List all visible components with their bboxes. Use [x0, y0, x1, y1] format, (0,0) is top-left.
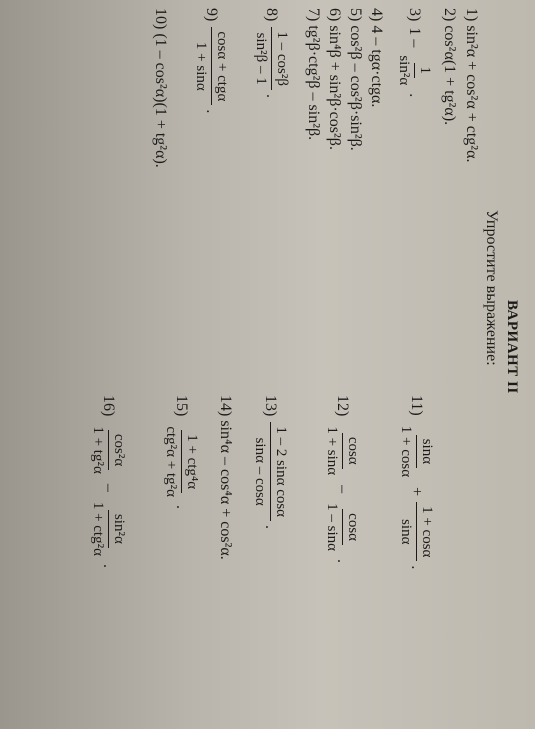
- task-12-period: .: [334, 559, 351, 564]
- task-11-fraction-2: [397, 502, 435, 561]
- task-13-fraction: [251, 422, 289, 521]
- task-8-denominator: sin²β – 1: [253, 32, 269, 85]
- task-16-period: .: [100, 563, 117, 568]
- task-11-fraction-1: [397, 422, 435, 481]
- task-3-denominator: sin²α: [396, 55, 412, 86]
- task-5: 5) cos²β – cos²β·sin²β.: [347, 8, 364, 151]
- task-11-denominator-2: sinα: [398, 519, 414, 545]
- variant-heading: ВАРИАНТ II: [504, 300, 520, 394]
- task-13: [251, 395, 289, 529]
- task-3-label: 3): [406, 8, 423, 22]
- task-11-numerator-1: sinα: [416, 435, 435, 468]
- task-6: 6) sin⁴β + sin²β·cos²β.: [326, 8, 343, 150]
- task-4: 4) 4 – tgα·ctgα.: [368, 8, 385, 108]
- task-16-denominator-1: 1 + tg²α: [90, 426, 106, 474]
- task-8: [252, 8, 290, 98]
- task-9: [192, 8, 230, 113]
- task-3-prefix: 1 –: [406, 27, 423, 48]
- task-12-label: 12): [334, 395, 351, 417]
- task-3-numerator: 1: [414, 63, 433, 79]
- task-16-numerator-2: sin²α: [108, 510, 127, 548]
- task-15: [162, 395, 200, 509]
- task-16: [89, 395, 127, 568]
- task-11-numerator-2: 1 + cosα: [416, 502, 435, 561]
- task-16-label: 16): [100, 395, 117, 417]
- task-3: [395, 8, 433, 97]
- task-16-numerator-1: cos²α: [108, 430, 127, 470]
- task-11-period: .: [408, 565, 425, 570]
- task-13-denominator: sinα – cosα: [252, 437, 268, 506]
- task-2: 2) cos²α(1 + tg²α).: [441, 8, 458, 126]
- task-9-denominator: 1 + sinα: [193, 41, 209, 91]
- task-3-period: .: [406, 93, 423, 98]
- task-12-fraction-2: [323, 499, 361, 555]
- task-11-label: 11): [408, 395, 425, 416]
- task-13-label: 13): [262, 395, 279, 417]
- task-12-operator: –: [334, 485, 351, 494]
- task-16-operator: –: [100, 483, 117, 492]
- task-7: 7) tg²β·ctg²β – sin²β.: [305, 8, 322, 141]
- instruction-text: Упростите выражение:: [483, 210, 500, 366]
- task-9-fraction: [192, 27, 230, 105]
- task-15-numerator: 1 + ctg⁴α: [181, 430, 200, 493]
- task-9-period: .: [203, 109, 220, 114]
- task-12-numerator-2: cosα: [342, 509, 361, 545]
- task-11-denominator-1: 1 + cosα: [398, 425, 414, 478]
- task-12-fraction-1: [323, 422, 361, 479]
- task-13-period: .: [262, 525, 279, 530]
- task-11-operator: +: [408, 487, 425, 497]
- task-13-numerator: 1 – 2 sinα cosα: [270, 422, 289, 521]
- task-15-label: 15): [173, 395, 190, 417]
- task-3-fraction: [395, 51, 433, 89]
- task-12: [323, 395, 361, 563]
- task-16-fraction-2: [89, 498, 127, 560]
- task-12-denominator-2: 1 – sinα: [324, 503, 340, 552]
- task-11: [397, 395, 435, 569]
- task-8-numerator: 1 – cos²β: [271, 27, 290, 90]
- task-14: 14) sin⁴α – cos⁴α + cos²α.: [217, 395, 234, 560]
- task-9-label: 9): [203, 8, 220, 22]
- task-10: 10) (1 – cos²α)(1 + tg²α).: [152, 8, 169, 168]
- task-1: 1) sin²α + cos²α + ctg²α.: [463, 8, 480, 163]
- task-16-denominator-2: 1 + ctg²α: [90, 501, 106, 556]
- task-8-period: .: [263, 93, 280, 98]
- task-12-denominator-1: 1 + sinα: [324, 426, 340, 476]
- task-9-numerator: cosα + ctgα: [211, 27, 230, 105]
- task-16-fraction-1: [89, 422, 127, 477]
- task-15-denominator: ctg²α + tg²α: [163, 426, 179, 497]
- task-8-fraction: [252, 27, 290, 90]
- task-8-label: 8): [263, 8, 280, 22]
- task-12-numerator-1: cosα: [342, 433, 361, 469]
- task-15-fraction: [162, 422, 200, 501]
- task-15-period: .: [173, 505, 190, 509]
